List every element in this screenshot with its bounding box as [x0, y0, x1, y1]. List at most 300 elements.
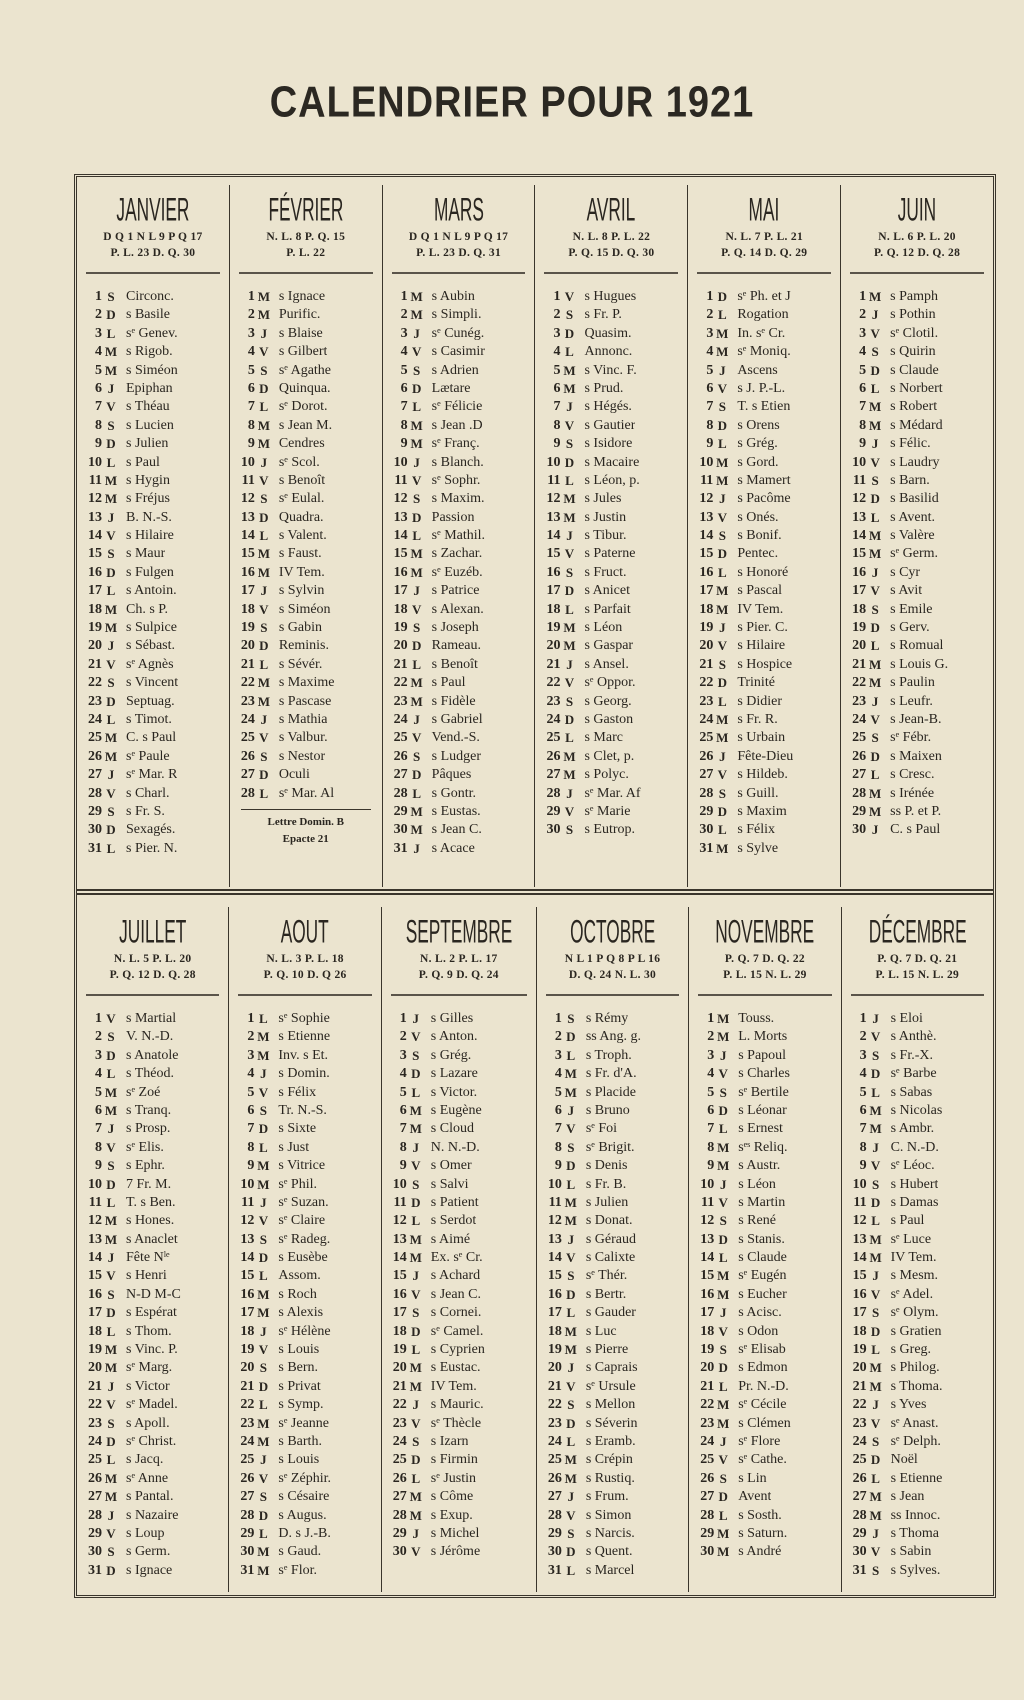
saint-name: s Aimé: [430, 1231, 471, 1247]
day-number: 20: [547, 1360, 562, 1376]
day-number: 19: [852, 1342, 867, 1358]
day-number: 22: [546, 675, 561, 691]
day-number: 5: [706, 362, 714, 378]
ornament-rule: [391, 991, 527, 996]
day-row: [233, 325, 379, 343]
day-number: 1: [399, 1011, 407, 1026]
day-number: 20: [240, 1360, 255, 1376]
day-row: [540, 1488, 685, 1506]
day-row: [538, 582, 684, 600]
day-row: [80, 619, 226, 637]
day-row: [845, 1102, 990, 1120]
day-number: 13: [88, 509, 102, 525]
saint-name: sᵉ Léoc.: [890, 1158, 935, 1174]
day-row: [385, 1304, 533, 1322]
day-number: 1: [707, 1011, 715, 1026]
day-row: [232, 1120, 377, 1138]
day-row: [538, 288, 684, 306]
saint-name: s Sylves.: [890, 1562, 941, 1578]
weekday-letter: J: [412, 1011, 420, 1026]
saint-name: sᵉ Mar. R: [126, 767, 178, 783]
day-number: 7: [859, 399, 867, 415]
day-number: 23: [88, 1415, 102, 1431]
day-row: [845, 1433, 990, 1451]
weekday-letter: S: [259, 1102, 267, 1118]
saint-name: s Grég.: [737, 436, 778, 452]
month-name: JANVIER: [116, 192, 190, 229]
weekday-letter: M: [410, 803, 423, 819]
weekday-letter: S: [413, 748, 421, 764]
ornament-rule: [239, 269, 373, 274]
weekday-letter: D: [106, 1562, 116, 1578]
day-row: [386, 527, 532, 545]
weekday-letter: D: [870, 1194, 881, 1210]
saint-name: sᵉ Elisab: [738, 1342, 786, 1358]
saint-name: s Jean M.: [278, 417, 333, 433]
month-column: [382, 907, 537, 1592]
day-number: 27: [546, 767, 561, 783]
saint-name: sᵉ Jeanne: [278, 1415, 330, 1431]
day-number: 29: [852, 803, 867, 819]
day-row: [844, 509, 990, 527]
day-row: [692, 1157, 837, 1175]
day-number: 20: [852, 638, 867, 654]
saint-name: sᵉ Clotil.: [890, 325, 939, 341]
day-row: [386, 509, 532, 527]
day-row: [385, 1286, 533, 1304]
day-row: [80, 1433, 225, 1451]
day-number: 18: [240, 601, 255, 617]
saint-name: s Médard: [890, 417, 943, 433]
day-row: [845, 1470, 990, 1488]
weekday-letter: D: [564, 454, 575, 470]
weekday-letter: S: [567, 1011, 575, 1026]
day-row: [538, 362, 684, 380]
day-row: [844, 343, 990, 361]
day-number: 18: [393, 601, 408, 617]
saint-name: sᵉ Bertile: [738, 1084, 789, 1100]
day-row: [692, 1065, 837, 1083]
saint-name: sᵉ Eulal.: [278, 491, 325, 507]
weekday-letter: M: [717, 1139, 730, 1155]
weekday-letter: D: [411, 1194, 421, 1210]
weekday-letter: M: [104, 1084, 118, 1100]
weekday-letter: M: [409, 1507, 422, 1523]
day-row: [540, 1194, 685, 1212]
day-row: [80, 693, 226, 711]
day-number: 6: [95, 1102, 102, 1118]
saint-name: s Léon, p.: [584, 472, 640, 488]
weekday-letter: D: [718, 1489, 728, 1505]
saint-name: s Mathia: [278, 711, 328, 727]
weekday-letter: M: [564, 1084, 577, 1100]
weekday-letter: M: [410, 675, 423, 691]
day-row: [538, 306, 684, 324]
day-row: [80, 729, 226, 747]
weekday-letter: V: [718, 1194, 728, 1210]
saint-name: s Julien: [126, 436, 169, 452]
day-number: 16: [88, 1286, 102, 1302]
day-row: [385, 1323, 533, 1341]
saint-name: sᵉ Franç.: [431, 436, 480, 452]
day-row: [538, 711, 684, 729]
day-number: 14: [852, 528, 867, 544]
day-number: 17: [699, 583, 714, 599]
weekday-letter: S: [871, 730, 879, 746]
day-number: 31: [699, 840, 714, 856]
saint-name: Quinqua.: [278, 380, 331, 396]
day-row: [540, 1341, 685, 1359]
day-number: 17: [392, 1305, 407, 1321]
day-row: [386, 821, 532, 839]
day-number: 26: [240, 1470, 255, 1486]
day-number: 2: [859, 1029, 867, 1045]
weekday-letter: D: [718, 1102, 728, 1118]
month-name: AVRIL: [587, 192, 636, 229]
saint-name: s Vinc. F.: [584, 362, 637, 378]
day-number: 19: [88, 1342, 102, 1358]
day-number: 1: [400, 289, 408, 304]
day-number: 24: [88, 711, 102, 727]
saint-name: s Léon: [584, 620, 623, 636]
weekday-letter: M: [409, 1360, 422, 1376]
weekday-letter: V: [564, 289, 575, 304]
day-row: [386, 729, 532, 747]
saint-name: sᵉ Mathil.: [431, 528, 486, 544]
day-row: [540, 1470, 685, 1488]
day-row: [386, 601, 532, 619]
day-row: [691, 637, 837, 655]
weekday-letter: J: [260, 325, 268, 341]
moon-phases: P. Q. 9 D. Q. 24: [418, 969, 499, 981]
day-row: [80, 821, 226, 839]
weekday-letter: M: [104, 491, 118, 507]
day-number: 28: [393, 785, 408, 801]
weekday-letter: M: [409, 1121, 422, 1137]
day-number: 6: [859, 380, 867, 396]
saint-name: s Joseph: [431, 620, 479, 636]
day-number: 23: [88, 693, 102, 709]
weekday-letter: M: [717, 1525, 730, 1541]
saint-name: s Grég.: [430, 1047, 472, 1063]
saint-name: s Urbain: [737, 730, 786, 746]
day-row: [385, 1028, 533, 1046]
day-row: [385, 1488, 533, 1506]
day-row: [80, 527, 226, 545]
day-row: [386, 288, 532, 306]
day-row: [80, 748, 226, 766]
weekday-letter: S: [107, 803, 115, 819]
weekday-letter: M: [257, 675, 270, 691]
day-row: [80, 417, 226, 435]
saint-name: s Césaire: [278, 1489, 330, 1505]
day-row: [385, 1010, 533, 1028]
day-row: [845, 1267, 990, 1285]
day-number: 17: [240, 583, 255, 599]
weekday-letter: D: [106, 822, 116, 838]
day-row: [232, 1562, 377, 1580]
day-number: 4: [859, 344, 867, 360]
day-number: 27: [240, 767, 255, 783]
saint-name: s Fr. B.: [585, 1176, 627, 1192]
weekday-letter: L: [718, 1507, 728, 1523]
weekday-letter: D: [259, 767, 269, 783]
day-number: 19: [852, 620, 867, 636]
saint-name: s Claude: [890, 362, 939, 378]
weekday-letter: M: [717, 1415, 730, 1431]
day-number: 1: [553, 289, 561, 304]
day-row: [232, 1084, 377, 1102]
day-row: [844, 711, 990, 729]
day-number: 28: [700, 1507, 715, 1523]
day-row: [691, 306, 837, 324]
saint-name: s Hygin: [126, 472, 170, 488]
saint-name: s Justin: [584, 509, 627, 525]
day-number: 7: [399, 1121, 407, 1137]
weekday-letter: L: [565, 601, 574, 617]
day-number: 2: [707, 1029, 715, 1045]
weekday-letter: L: [411, 1213, 421, 1229]
day-number: 14: [547, 1250, 562, 1266]
saint-name: Touss.: [738, 1011, 775, 1026]
day-number: 7: [247, 1121, 255, 1137]
day-number: 30: [240, 1544, 255, 1560]
saint-name: sᵉ Olym.: [890, 1305, 939, 1321]
weekday-letter: M: [717, 1268, 730, 1284]
day-row: [540, 1267, 685, 1285]
saint-name: s Yves: [890, 1397, 927, 1413]
saint-name: Trinité: [737, 675, 775, 691]
day-row: [845, 1157, 990, 1175]
day-number: 27: [852, 767, 867, 783]
day-number: 10: [547, 1176, 562, 1192]
saint-name: IV Tem.: [430, 1378, 477, 1394]
day-row: [845, 1378, 990, 1396]
day-row: [232, 1470, 377, 1488]
day-row: [540, 1102, 685, 1120]
day-row: [691, 693, 837, 711]
ornament-rule: [850, 269, 984, 274]
day-number: 22: [88, 1397, 102, 1413]
day-number: 6: [95, 380, 102, 396]
day-number: 29: [699, 803, 714, 819]
weekday-letter: V: [564, 675, 575, 691]
weekday-letter: V: [870, 1286, 881, 1302]
day-row: [691, 674, 837, 692]
weekday-letter: L: [717, 564, 727, 580]
saint-name: s Mauric.: [430, 1397, 484, 1413]
day-number: 17: [88, 583, 102, 599]
day-number: 14: [240, 1250, 255, 1266]
day-row: [232, 1286, 377, 1304]
day-number: 17: [546, 583, 561, 599]
weekday-letter: J: [260, 1194, 267, 1210]
day-row: [233, 509, 379, 527]
weekday-letter: M: [564, 1342, 577, 1358]
weekday-letter: L: [566, 1047, 576, 1063]
weekday-letter: S: [565, 822, 574, 838]
day-row: [233, 362, 379, 380]
day-row: [232, 1010, 377, 1028]
day-row: [844, 380, 990, 398]
saint-name: sᵉ Mar. Af: [584, 785, 641, 801]
day-number: 4: [95, 344, 102, 360]
day-number: 15: [392, 1268, 407, 1284]
weekday-letter: M: [409, 1102, 422, 1118]
weekday-letter: S: [413, 362, 421, 378]
weekday-letter: M: [869, 1360, 882, 1376]
day-row: [692, 1194, 837, 1212]
day-number: 12: [88, 1213, 102, 1229]
saint-name: s Troph.: [585, 1047, 632, 1063]
day-row: [844, 693, 990, 711]
weekday-letter: M: [563, 767, 576, 783]
weekday-letter: D: [259, 380, 269, 396]
saint-name: sᵉ Scol.: [278, 454, 320, 470]
weekday-letter: V: [566, 1121, 576, 1137]
saint-name: B. N.-S.: [126, 509, 172, 525]
saint-name: s Vincent: [126, 675, 179, 691]
saint-name: Noël: [890, 1452, 918, 1468]
day-number: 8: [95, 417, 102, 433]
saint-name: s Lucien: [126, 417, 174, 433]
saint-name: s Denis: [585, 1158, 628, 1174]
weekday-letter: M: [410, 693, 423, 709]
day-number: 14: [852, 1250, 867, 1266]
month-column: [689, 907, 841, 1592]
day-number: 1: [706, 289, 714, 304]
day-row: [385, 1378, 533, 1396]
day-number: 25: [240, 1452, 255, 1468]
day-row: [845, 1415, 990, 1433]
weekday-letter: V: [717, 380, 727, 396]
day-row: [692, 1212, 837, 1230]
day-row: [80, 1562, 225, 1580]
saint-name: Avent: [738, 1489, 772, 1505]
saint-name: Rogation: [737, 307, 789, 323]
saint-name: Circonc.: [126, 289, 174, 304]
saint-name: s Narcis.: [585, 1525, 635, 1541]
weekday-letter: M: [409, 1378, 422, 1394]
day-number: 17: [852, 1305, 867, 1321]
saint-name: D. s J.-B.: [278, 1525, 331, 1541]
day-row: [844, 766, 990, 784]
day-row: [80, 1176, 225, 1194]
day-row: [385, 1194, 533, 1212]
day-row: [540, 1396, 685, 1414]
day-number: 17: [700, 1305, 715, 1321]
day-row: [692, 1102, 837, 1120]
day-number: 10: [852, 454, 867, 470]
saint-name: s Domin.: [278, 1066, 330, 1082]
day-number: 3: [400, 325, 408, 341]
weekday-letter: M: [869, 1102, 882, 1118]
saint-name: s Norbert: [890, 380, 943, 396]
day-number: 6: [247, 380, 255, 396]
weekday-letter: M: [104, 1213, 118, 1229]
saint-name: s Cyprien: [430, 1342, 485, 1358]
day-number: 9: [247, 1158, 255, 1174]
weekday-letter: S: [412, 1305, 420, 1321]
day-row: [538, 398, 684, 416]
saint-name: s Achard: [430, 1268, 481, 1284]
day-row: [844, 490, 990, 508]
weekday-letter: M: [104, 730, 118, 746]
saint-name: s Eramb.: [585, 1433, 636, 1449]
day-number: 21: [547, 1378, 562, 1394]
weekday-letter: M: [563, 362, 576, 378]
weekday-letter: D: [718, 1231, 728, 1247]
day-number: 28: [546, 785, 561, 801]
day-number: 24: [852, 1433, 867, 1449]
weekday-letter: V: [870, 1029, 881, 1045]
day-number: 30: [699, 822, 714, 838]
day-row: [80, 1304, 225, 1322]
weekday-letter: D: [258, 1121, 269, 1137]
day-number: 11: [241, 472, 255, 488]
saint-name: sᵉ Félicie: [431, 399, 483, 415]
dominical-letter: Lettre Domin. B: [241, 809, 371, 831]
day-row: [80, 1378, 225, 1396]
saint-name: Quasim.: [584, 325, 632, 341]
weekday-letter: M: [257, 436, 270, 452]
weekday-letter: M: [104, 748, 118, 764]
weekday-letter: L: [106, 1323, 116, 1339]
saint-name: s Quirin: [890, 344, 936, 360]
day-row: [692, 1304, 837, 1322]
day-number: 22: [547, 1397, 562, 1413]
saint-name: Ch. s P.: [126, 601, 169, 617]
day-row: [232, 1267, 377, 1285]
day-number: 9: [399, 1158, 407, 1174]
day-row: [232, 1304, 377, 1322]
day-number: 21: [700, 1378, 715, 1394]
day-row: [845, 1507, 990, 1525]
day-row: [691, 545, 837, 563]
day-number: 23: [546, 693, 561, 709]
weekday-letter: J: [412, 1397, 420, 1413]
saint-name: sᵉ Brigit.: [585, 1139, 635, 1155]
day-number: 25: [852, 1452, 867, 1468]
day-number: 28: [392, 1507, 407, 1523]
day-row: [80, 1084, 225, 1102]
saint-name: s Gratien: [890, 1323, 942, 1339]
calendar-frame: [74, 174, 996, 1598]
day-row: [386, 748, 532, 766]
day-number: 26: [700, 1470, 715, 1486]
day-row: [80, 1102, 225, 1120]
day-number: 12: [699, 491, 714, 507]
weekday-letter: D: [717, 417, 727, 433]
weekday-letter: D: [106, 1176, 116, 1192]
day-number: 22: [88, 675, 102, 691]
saint-name: s Donat.: [585, 1213, 633, 1229]
weekday-letter: M: [257, 693, 270, 709]
day-row: [691, 803, 837, 821]
day-row: [385, 1249, 533, 1267]
day-number: 23: [393, 693, 408, 709]
moon-phases: N. L. 5 P. L. 20: [113, 953, 192, 965]
day-number: 3: [554, 1047, 562, 1063]
day-row: [844, 325, 990, 343]
saint-name: s Crépin: [585, 1452, 633, 1468]
calendar-second-half: [77, 907, 993, 1592]
saint-name: s Bruno: [585, 1102, 630, 1118]
weekday-letter: D: [411, 509, 422, 525]
weekday-letter: J: [413, 454, 420, 470]
weekday-letter: M: [104, 472, 118, 488]
day-number: 5: [95, 1084, 102, 1100]
